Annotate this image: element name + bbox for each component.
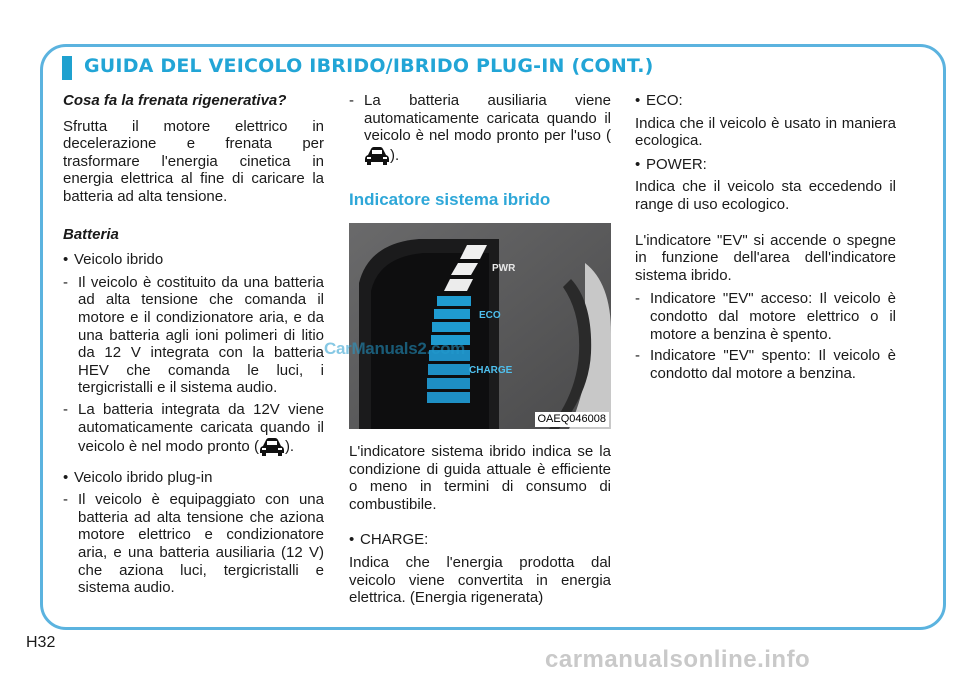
car-ready-icon xyxy=(259,436,285,461)
dash-12v-battery: - La batteria integrata da 12V viene automaticamente caricata quando il veicolo è nel modo pronto ( ). xyxy=(63,401,324,461)
dash-ev-off: - Indicatore "EV" spento: Il veicolo è condotto dal motore a benzina. xyxy=(635,347,896,382)
gauge-label-eco: ECO xyxy=(479,309,501,321)
bullet-hybrid: • Veicolo ibrido xyxy=(63,251,324,269)
paragraph-eco: Indica che il veicolo è usato in maniera ecologica. xyxy=(635,114,896,150)
heading-battery: Batteria xyxy=(63,225,119,243)
dash-plugin-battery: - Il veicolo è equipaggiato con una batteria ad alta tensione che aziona motore elettrico e condizionatore aria, e una batteria ausiliaria (12 V) che aziona luci, tergicristalli e sistema audio. xyxy=(63,491,324,597)
bullet-power: • POWER: xyxy=(635,156,896,174)
header-bar xyxy=(62,56,72,80)
heading-regenerative-braking: Cosa fa la frenata rigenerativa? xyxy=(63,92,287,109)
page-number: H32 xyxy=(26,634,56,651)
footer-url: carmanualsonline.info xyxy=(545,646,811,673)
figure-code: OAEQ046008 xyxy=(535,412,610,427)
dash-ev-on: - Indicatore "EV" acceso: Il veicolo è condotto dal motore elettrico o il motore a benzina è spento. xyxy=(635,290,896,343)
paragraph-power: Indica che il veicolo sta eccedendo il range di uso ecologico. xyxy=(635,178,896,213)
heading-hybrid-indicator: Indicatore sistema ibrido xyxy=(349,190,551,210)
gauge-illustration xyxy=(349,223,611,429)
dash-hybrid-battery: - Il veicolo è costituito da una batteria ad alta tensione che comanda il motore e il condizionatore aria, e da una batteria agli ioni polimeri di litio da 12 V integrata con la batteria HEV che comanda le luci, i tergicristalli e il sistema audio. xyxy=(63,273,324,397)
bullet-charge: • CHARGE: xyxy=(349,531,611,549)
paragraph-charge: Indica che l'energia prodotta dal veicolo viene convertita in energia elettrica. (Energia rigenerata) xyxy=(349,553,611,607)
hybrid-indicator-figure xyxy=(349,223,611,429)
paragraph-indicator: L'indicatore sistema ibrido indica se la condizione di guida attuale è efficiente o meno in termini di consumo di combustibile. xyxy=(349,442,611,513)
paragraph-ev: L'indicatore "EV" si accende o spegne in funzione dell'area dell'indicatore sistema ibrido. xyxy=(635,231,896,284)
column-1 xyxy=(63,92,324,601)
section-title: GUIDA DEL VEICOLO IBRIDO/IBRIDO PLUG-IN (CONT.) xyxy=(84,55,654,77)
watermark: CarManuals2.com xyxy=(324,339,465,358)
bullet-eco: • ECO: xyxy=(635,92,896,110)
gauge-label-pwr: PWR xyxy=(492,262,516,274)
column-3 xyxy=(635,92,896,386)
paragraph-regen: Sfrutta il motore elettrico in decelerazione e frenata per trasformare l'energia cinetica in energia elettrica al fine di caricare la batteria ad alta tensione. xyxy=(63,117,324,205)
car-ready-icon xyxy=(364,145,390,170)
dash-aux-battery: - La batteria ausiliaria viene automaticamente caricata quando il veicolo è nel modo pronto per l'uso (). xyxy=(349,92,611,169)
gauge-label-charge: CHARGE xyxy=(469,364,513,376)
bullet-plugin: • Veicolo ibrido plug-in xyxy=(63,469,324,487)
